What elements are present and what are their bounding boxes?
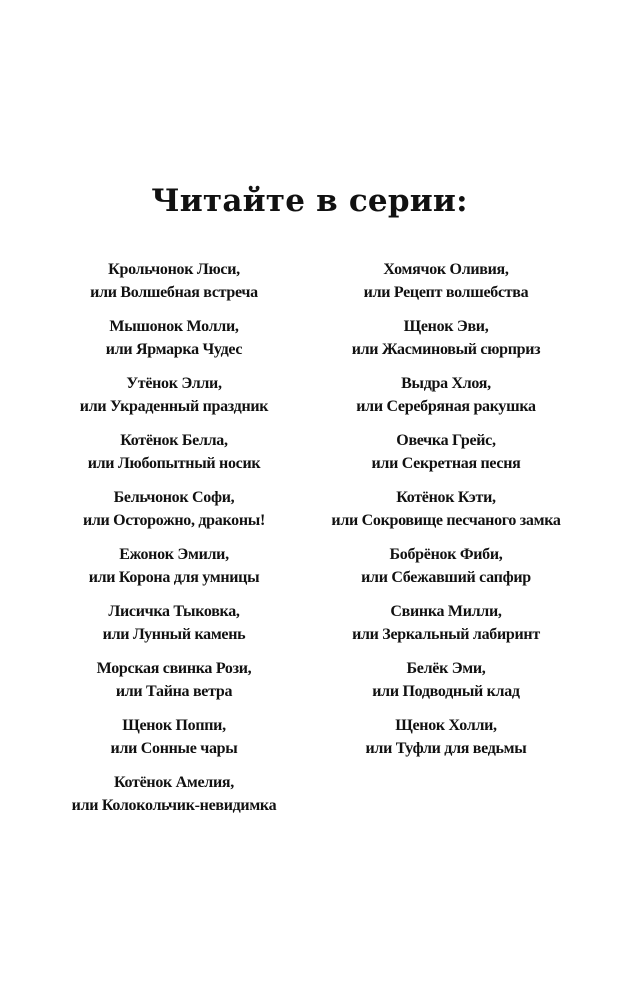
book-title-line: Щенок Холли, xyxy=(395,717,497,734)
book-entry xyxy=(28,771,320,817)
book-subtitle-line: или Тайна ветра xyxy=(115,683,233,700)
book-title-line: Овечка Грейс, xyxy=(396,432,496,449)
book-title-line: Выдра Хлоя, xyxy=(401,375,491,392)
book-entry xyxy=(28,258,320,304)
book-entry xyxy=(28,486,320,532)
book-entry xyxy=(300,258,592,304)
book-entry xyxy=(28,315,320,361)
book-subtitle-line: или Колокольчик-невидимка xyxy=(71,797,277,814)
book-title-line: Котёнок Амелия, xyxy=(114,774,234,791)
book-subtitle-line: или Зеркальный лабиринт xyxy=(352,626,540,643)
book-subtitle-line: или Любопытный носик xyxy=(87,455,261,472)
book-entry xyxy=(300,372,592,418)
book-subtitle-line: или Корона для умницы xyxy=(88,569,260,586)
book-entry xyxy=(28,429,320,475)
book-entry xyxy=(28,657,320,703)
book-subtitle-line: или Рецепт волшебства xyxy=(363,284,529,301)
book-title-line: Лисичка Тыковка, xyxy=(108,603,240,620)
book-title-line: Утёнок Элли, xyxy=(126,375,222,392)
book-entry xyxy=(28,600,320,646)
book-title-line: Свинка Милли, xyxy=(390,603,502,620)
book-subtitle-line: или Сокровище песчаного замка xyxy=(331,512,561,529)
book-entry xyxy=(300,486,592,532)
book-subtitle-line: или Секретная песня xyxy=(371,455,521,472)
book-title-line: Крольчонок Люси, xyxy=(108,261,240,278)
book-subtitle-line: или Осторожно, драконы! xyxy=(82,512,266,529)
book-title-line: Ежонок Эмили, xyxy=(119,546,229,563)
book-subtitle-line: или Украденный праздник xyxy=(79,398,269,415)
book-subtitle-line: или Подводный клад xyxy=(372,683,520,700)
book-title-line: Бобрёнок Фиби, xyxy=(389,546,503,563)
book-title-line: Щенок Поппи, xyxy=(122,717,226,734)
book-title-line: Котёнок Кэти, xyxy=(396,489,496,506)
book-subtitle-line: или Ярмарка Чудес xyxy=(105,341,243,358)
book-subtitle-line: или Серебряная ракушка xyxy=(356,398,536,415)
book-subtitle-line: или Сбежавший сапфир xyxy=(361,569,531,586)
book-entry xyxy=(300,315,592,361)
book-subtitle-line: или Туфли для ведьмы xyxy=(365,740,527,757)
page-title: Читайте в серии: xyxy=(151,183,468,219)
book-subtitle-line: или Волшебная встреча xyxy=(90,284,258,301)
book-title-line: Щенок Эви, xyxy=(403,318,489,335)
book-title-line: Котёнок Белла, xyxy=(120,432,228,449)
book-entry xyxy=(28,372,320,418)
book-entry xyxy=(300,600,592,646)
book-title-line: Белёк Эми, xyxy=(406,660,486,677)
book-entry xyxy=(300,714,592,760)
book-entry xyxy=(300,429,592,475)
book-title-line: Бельчонок Софи, xyxy=(113,489,235,506)
book-subtitle-line: или Лунный камень xyxy=(102,626,246,643)
book-subtitle-line: или Жасминовый сюрприз xyxy=(351,341,541,358)
book-title-line: Мышонок Молли, xyxy=(109,318,239,335)
book-title-line: Хомячок Оливия, xyxy=(383,261,509,278)
book-entry xyxy=(300,543,592,589)
book-entry xyxy=(28,543,320,589)
book-subtitle-line: или Сонные чары xyxy=(110,740,238,757)
book-title-line: Морская свинка Рози, xyxy=(96,660,252,677)
book-entry xyxy=(28,714,320,760)
book-entry xyxy=(300,657,592,703)
